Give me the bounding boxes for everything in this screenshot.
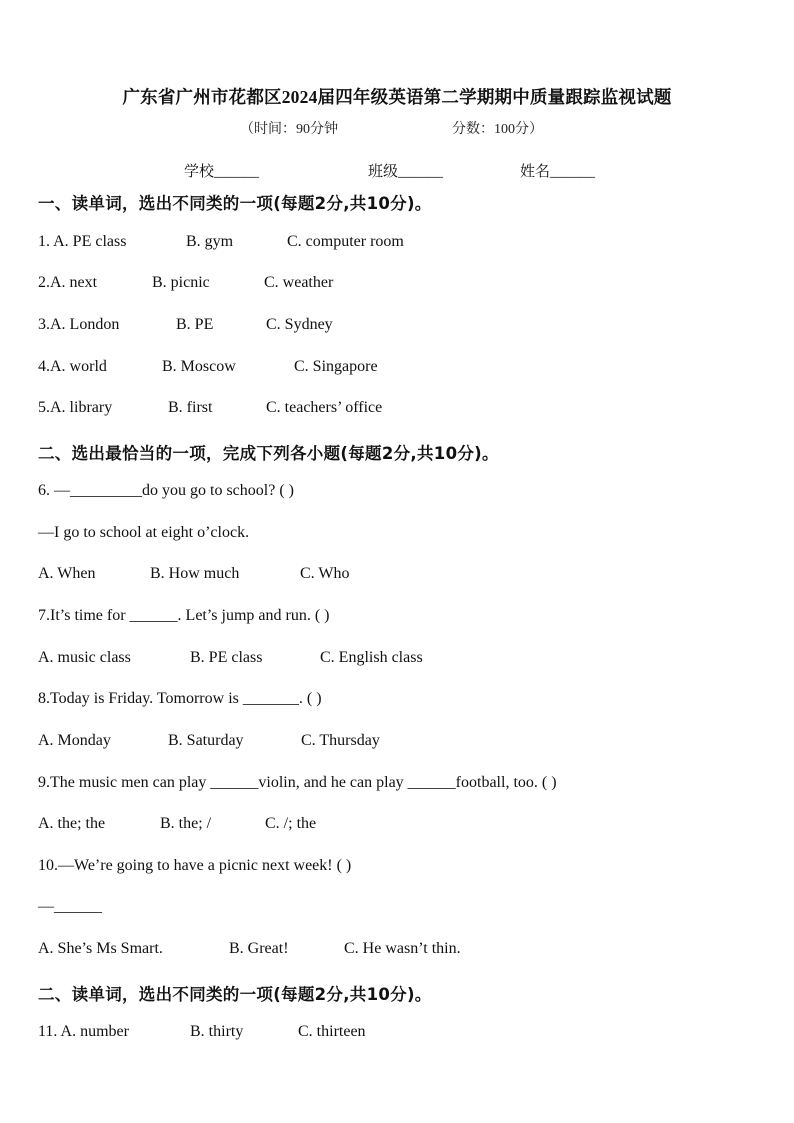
section-heading-3: 二、读单词，选出不同类的一项(每题2分,共10分)。 <box>38 985 432 1004</box>
option-c: C. /; the <box>265 815 317 832</box>
option-b: B. thirty <box>190 1023 244 1040</box>
option-a: 2.A. next <box>38 274 98 291</box>
option-b: B. PE <box>176 316 214 333</box>
option-a: 4.A. world <box>38 358 107 375</box>
question-8-stem: 8.Today is Friday. Tomorrow is _______. ( ) <box>38 690 322 707</box>
option-c: C. Sydney <box>266 316 333 333</box>
question-5 <box>38 399 383 417</box>
page-title: 广东省广州市花都区2024届四年级英语第二学期期中质量跟踪监视试题 <box>122 87 672 107</box>
option-a: A. When <box>38 565 96 582</box>
option-b: B. first <box>168 399 213 416</box>
question-4 <box>38 358 378 376</box>
option-c: C. weather <box>264 274 334 291</box>
question-6-options <box>38 565 350 583</box>
option-a: 11. A. number <box>38 1023 129 1040</box>
option-b: B. Moscow <box>162 358 236 375</box>
class-field: 班级______ <box>368 164 444 180</box>
option-c: C. thirteen <box>298 1023 366 1040</box>
question-7-stem: 7.It’s time for ______. Let’s jump and run. ( ) <box>38 607 330 624</box>
option-a: 5.A. library <box>38 399 113 416</box>
option-c: C. Singapore <box>294 358 378 375</box>
question-10-stem: 10.—We’re going to have a picnic next week! ( ) <box>38 857 352 874</box>
option-a: A. music class <box>38 649 131 666</box>
option-b: B. the; / <box>160 815 212 832</box>
question-6-stem: 6. —_________do you go to school? ( ) <box>38 482 294 499</box>
question-10-reply: —______ <box>38 898 102 915</box>
question-7-options <box>38 649 423 667</box>
name-field: 姓名______ <box>520 164 596 180</box>
option-b: B. picnic <box>152 274 210 291</box>
option-a: A. She’s Ms Smart. <box>38 940 163 957</box>
option-a: 1. A. PE class <box>38 233 127 250</box>
school-field: 学校______ <box>184 164 260 180</box>
question-3 <box>38 316 333 334</box>
exam-score: 分数：100分） <box>452 122 543 137</box>
option-b: B. PE class <box>190 649 263 666</box>
option-a: A. Monday <box>38 732 111 749</box>
option-c: C. Who <box>300 565 350 582</box>
question-11 <box>38 1023 366 1041</box>
question-10-options <box>38 940 461 958</box>
question-1 <box>38 233 404 251</box>
question-2 <box>38 274 334 292</box>
question-6-reply: —I go to school at eight o’clock. <box>38 524 250 541</box>
option-c: C. computer room <box>287 233 404 250</box>
exam-time: （时间：90分钟 <box>240 122 338 137</box>
option-b: B. How much <box>150 565 240 582</box>
option-c: C. He wasn’t thin. <box>344 940 461 957</box>
section-heading-1: 一、读单词，选出不同类的一项(每题2分,共10分)。 <box>38 194 432 213</box>
option-b: B. Saturday <box>168 732 244 749</box>
section-heading-2: 二、选出最恰当的一项，完成下列各小题(每题2分,共10分)。 <box>38 444 499 463</box>
option-c: C. Thursday <box>301 732 380 749</box>
option-c: C. English class <box>320 649 423 666</box>
question-8-options <box>38 732 380 750</box>
question-9-options <box>38 815 317 833</box>
option-b: B. Great! <box>229 940 289 957</box>
option-a: A. the; the <box>38 815 106 832</box>
question-9-stem: 9.The music men can play ______violin, and he can play ______football, too. ( ) <box>38 774 557 791</box>
option-c: C. teachers’ office <box>266 399 383 416</box>
option-a: 3.A. London <box>38 316 120 333</box>
option-b: B. gym <box>186 233 234 250</box>
